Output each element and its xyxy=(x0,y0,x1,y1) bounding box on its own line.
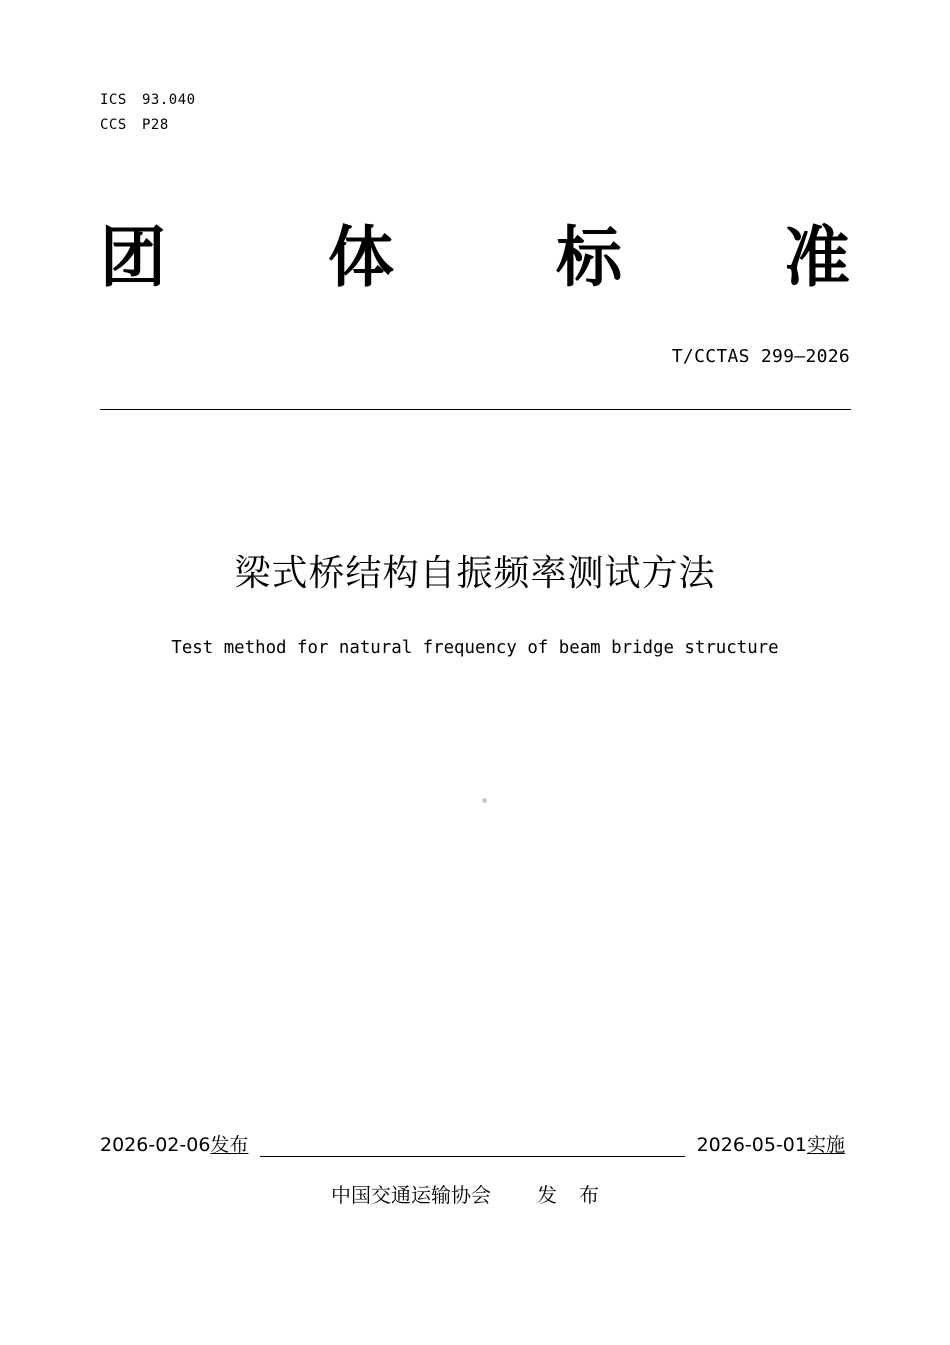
scan-speck xyxy=(482,798,487,803)
implementation-word: 实施 xyxy=(806,1134,845,1156)
standard-category-heading xyxy=(100,218,850,298)
publisher-line xyxy=(331,1181,621,1209)
chinese-title: 梁式桥结构自振频率测试方法 xyxy=(234,553,716,594)
ics-label: ICS xyxy=(100,92,127,108)
issue-date-group xyxy=(100,1132,248,1158)
publisher-name: 中国交通运输协会 xyxy=(331,1183,491,1207)
implementation-date: 2026-05-01 xyxy=(696,1134,807,1156)
category-char-1: 团 xyxy=(100,219,166,296)
standard-number: T/CCTAS 299—2026 xyxy=(671,346,850,367)
category-char-4: 准 xyxy=(784,219,850,296)
date-connector-line xyxy=(260,1156,685,1157)
category-char-3: 标 xyxy=(556,219,622,296)
english-title: Test method for natural frequency of beam bridge structure xyxy=(171,638,779,658)
ccs-row xyxy=(100,113,196,138)
ics-row xyxy=(100,88,196,113)
classification-codes xyxy=(100,88,196,138)
publisher-action: 发布 xyxy=(537,1183,621,1207)
issue-date: 2026-02-06 xyxy=(100,1134,211,1156)
header-divider xyxy=(100,409,851,410)
ics-value: 93.040 xyxy=(142,92,196,108)
category-char-2: 体 xyxy=(328,219,394,296)
implementation-date-group xyxy=(697,1132,845,1158)
date-row xyxy=(100,1132,845,1158)
ccs-value: P28 xyxy=(142,117,169,133)
ccs-label: CCS xyxy=(100,117,127,133)
issue-word: 发布 xyxy=(210,1134,249,1156)
